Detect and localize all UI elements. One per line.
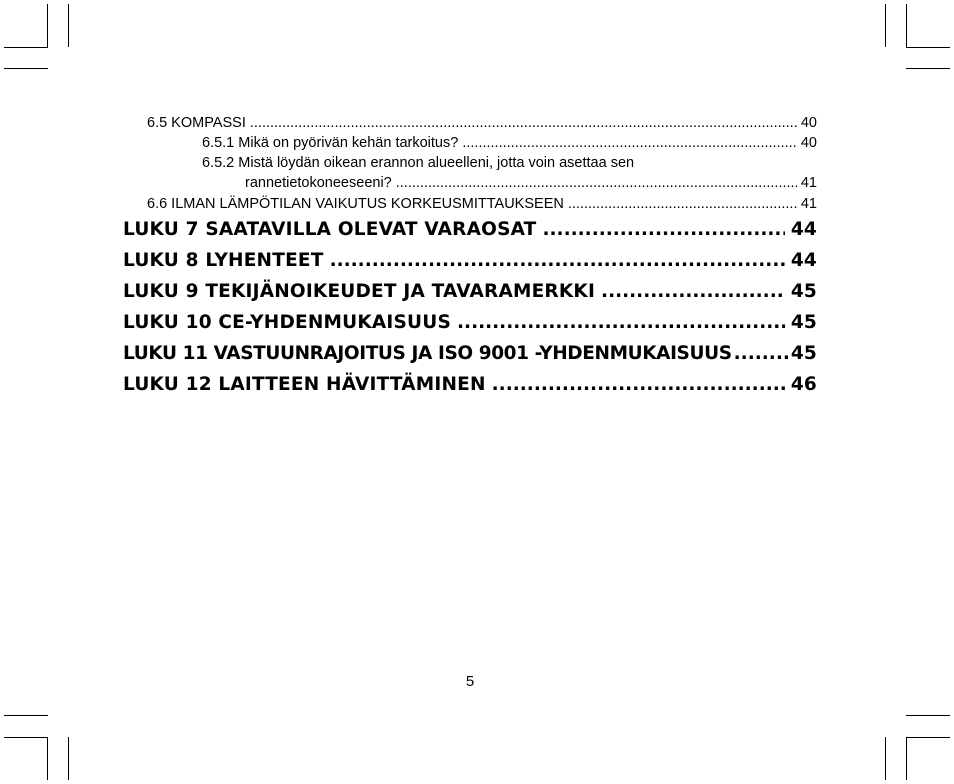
toc-entry-6-5-2[interactable] [245, 175, 817, 191]
toc-chapter-label: LUKU 9 TEKIJÄNOIKEUDET JA TAVARAMERKKI [123, 281, 596, 302]
toc-chapter-label: LUKU 12 LAITTEEN HÄVITTÄMINEN [123, 374, 486, 395]
toc-chapter-page: 46 [790, 374, 817, 395]
toc-leader-dots [396, 175, 797, 191]
toc-chapter-label: LUKU 10 CE-YHDENMUKAISUUS [123, 312, 452, 333]
toc-entry-page: 40 [800, 115, 817, 131]
toc-chapter-12[interactable] [123, 374, 817, 395]
toc-chapter-page: 45 [790, 343, 817, 364]
toc-chapter-page: 45 [790, 312, 817, 333]
toc-entry-6-5-1[interactable] [202, 135, 817, 151]
toc-chapter-10[interactable] [123, 312, 817, 333]
toc-leader-dots [330, 250, 785, 271]
page-number: 5 [465, 673, 475, 690]
toc-leader-dots [601, 281, 785, 302]
toc-entry-6-6[interactable] [147, 196, 817, 212]
toc-entry-label: 6.6 ILMAN LÄMPÖTILAN VAIKUTUS KORKEUSMITTAUKSEEN [147, 196, 564, 212]
toc-chapter-11[interactable] [123, 343, 817, 364]
toc-leader-dots [543, 219, 785, 240]
toc-entry-6-5-2-line1[interactable]: 6.5.2 Mistä löydän oikean erannon alueelleni, jotta voin asettaa sen [202, 155, 635, 171]
toc-chapter-8[interactable] [123, 250, 817, 271]
toc-leader-dots [457, 312, 785, 333]
toc-entry-page: 41 [800, 196, 817, 212]
toc-chapter-7[interactable] [123, 219, 817, 240]
toc-leader-dots [250, 115, 797, 131]
toc-entry-label: rannetietokoneeseeni? [245, 175, 392, 191]
toc-entry-6-5[interactable] [147, 115, 817, 131]
toc-chapter-page: 45 [790, 281, 817, 302]
toc-leader-dots [734, 343, 789, 364]
toc-entry-page: 40 [800, 135, 817, 151]
toc-leader-dots [492, 374, 785, 395]
toc-leader-dots [462, 135, 797, 151]
toc-chapter-label: LUKU 7 SAATAVILLA OLEVAT VARAOSAT [123, 219, 537, 240]
toc-chapter-page: 44 [790, 250, 817, 271]
toc-entry-label: 6.5.1 Mikä on pyörivän kehän tarkoitus? [202, 135, 459, 151]
toc-leader-dots [568, 196, 797, 212]
toc-entry-label: 6.5 KOMPASSI [147, 115, 246, 131]
toc-chapter-page: 44 [790, 219, 817, 240]
toc-chapter-label: LUKU 11 VASTUUNRAJOITUS JA ISO 9001 -YHDENMUKAISUUS [123, 343, 732, 364]
toc-entry-page: 41 [800, 175, 817, 191]
toc-chapter-label: LUKU 8 LYHENTEET [123, 250, 324, 271]
toc-chapter-9[interactable] [123, 281, 817, 302]
